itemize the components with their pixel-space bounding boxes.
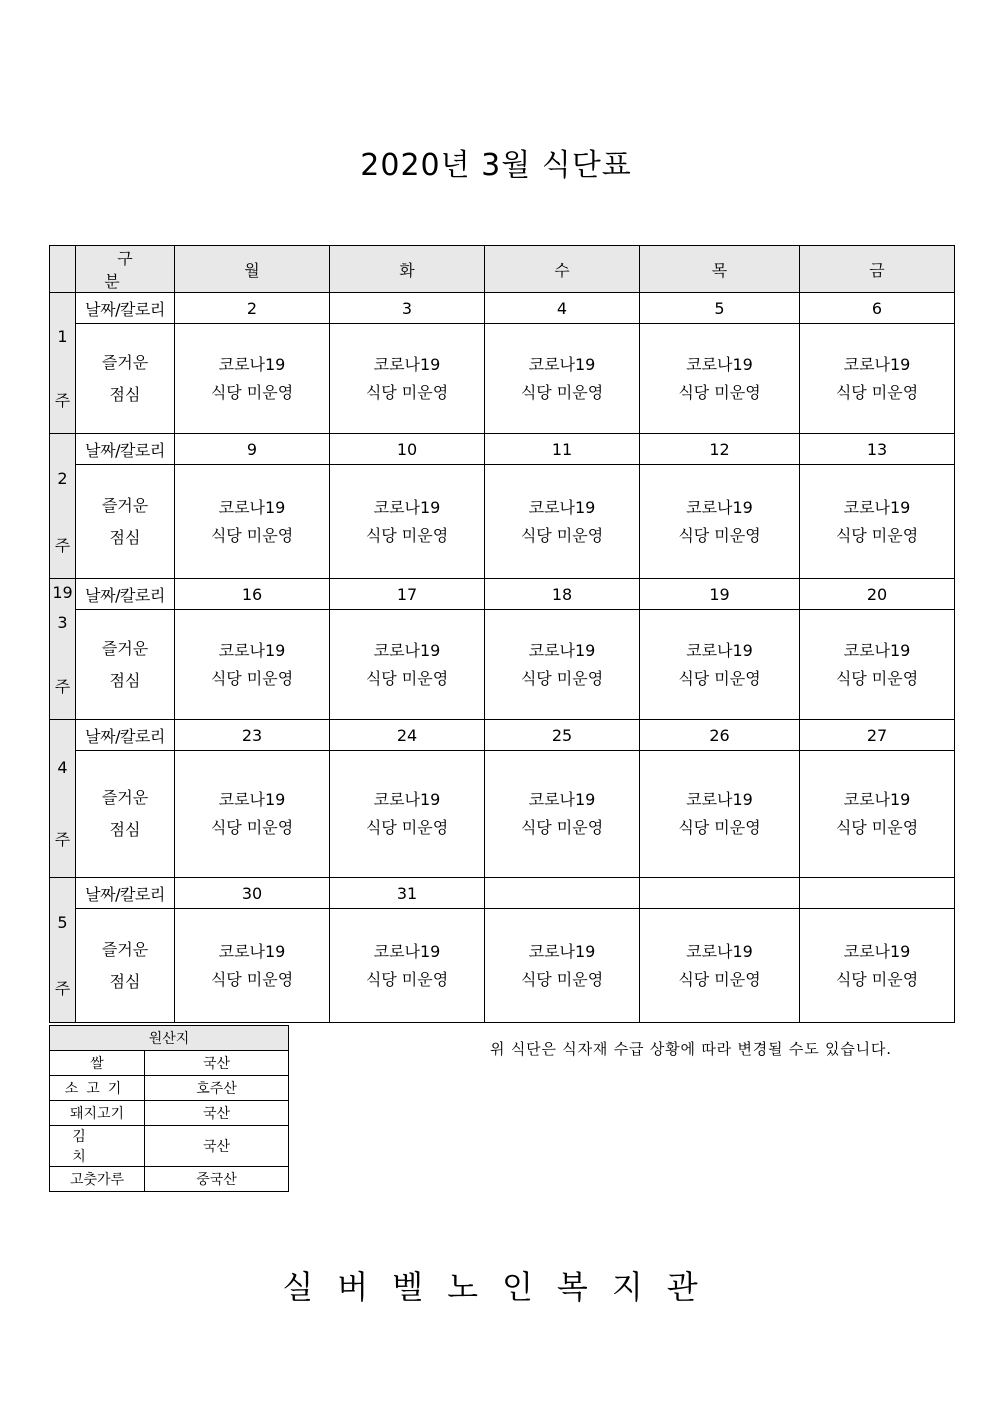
date-cell: 11 [485,434,640,465]
day-header-wed: 수 [485,246,640,293]
meal-line2: 식당 미운영 [520,668,604,688]
origin-row [50,1101,289,1126]
meal-line2: 식당 미운영 [210,382,294,402]
meal-cell [330,324,485,434]
lunch-row [50,751,955,878]
meal-line2: 식당 미운영 [520,818,604,837]
meal-line2: 식당 미운영 [210,525,294,545]
date-row [50,878,955,909]
meal-cell [640,465,800,579]
lunch-label-cell [76,465,175,579]
weeks-body [50,293,955,1023]
date-cell: 19 [640,579,800,610]
meal-line1: 코로나19 [686,497,753,517]
date-cell: 20 [800,579,955,610]
meal-line1: 코로나19 [843,354,911,374]
meal-line2: 식당 미운영 [365,382,449,402]
lunch-label-line1: 즐거운 [101,638,149,658]
meal-line2: 식당 미운영 [678,382,761,402]
meal-cell [175,909,330,1023]
meal-line1: 코로나19 [528,790,596,809]
meal-cell [800,465,955,579]
week-label-cell [50,720,76,878]
week-extra-mark: 19 [52,583,73,602]
meal-cell [330,610,485,720]
meal-line1: 코로나19 [528,354,596,374]
meal-line1: 코로나19 [686,354,753,374]
date-cell: 25 [485,720,640,751]
date-calorie-label: 날짜/칼로리 [76,878,175,909]
date-cell: 26 [640,720,800,751]
gubun-header [76,246,175,293]
notice-text: 위 식단은 식자재 수급 상황에 따라 변경될 수도 있습니다. [490,1040,892,1058]
meal-line2: 식당 미운영 [678,525,761,545]
meal-cell [175,751,330,878]
origin-country: 국산 [145,1126,289,1167]
week-ju-label: 주 [54,677,71,696]
lunch-label-line2: 점심 [109,971,141,991]
meal-line2: 식당 미운영 [520,382,604,402]
lunch-label-cell [76,324,175,434]
meal-line2: 식당 미운영 [835,969,919,989]
meal-line2: 식당 미운영 [835,382,919,402]
meal-cell [800,909,955,1023]
meal-line2: 식당 미운영 [365,818,449,837]
meal-line1: 코로나19 [528,497,596,517]
origin-country: 호주산 [145,1076,289,1101]
origin-row [50,1051,289,1076]
date-cell: 18 [485,579,640,610]
meal-line2: 식당 미운영 [678,969,761,989]
meal-line1: 코로나19 [218,497,286,517]
origin-country: 국산 [145,1101,289,1126]
meal-line2: 식당 미운영 [365,969,449,989]
week-label-cell [50,293,76,434]
meal-cell [485,751,640,878]
meal-line1: 코로나19 [686,941,753,961]
meal-line2: 식당 미운영 [835,668,919,688]
origin-row [50,1167,289,1192]
day-header-thu: 목 [640,246,800,293]
week-number: 5 [57,913,68,932]
meal-line1: 코로나19 [218,941,286,961]
meal-line2: 식당 미운영 [835,818,919,837]
lunch-label-cell [76,610,175,720]
lunch-label-line1: 즐거운 [101,495,149,515]
meal-line2: 식당 미운영 [520,969,604,989]
origin-item: 돼지고기 [50,1101,145,1126]
lunch-label-line1: 즐거운 [101,788,149,807]
lunch-label-line1: 즐거운 [101,352,149,372]
meal-cell [175,324,330,434]
meal-line1: 코로나19 [843,790,911,809]
lunch-row [50,610,955,720]
page-title: 2020년 3월 식단표 [360,148,632,183]
date-calorie-label: 날짜/칼로리 [76,720,175,751]
origin-item: 김치 [50,1126,145,1167]
date-row [50,293,955,324]
origin-item: 고춧가루 [50,1167,145,1192]
date-cell: 13 [800,434,955,465]
lunch-label-line2: 점심 [109,527,141,547]
meal-line1: 코로나19 [843,941,911,961]
day-header-tue: 화 [330,246,485,293]
date-cell: 23 [175,720,330,751]
lunch-row [50,324,955,434]
meal-cell [175,610,330,720]
date-cell: 16 [175,579,330,610]
meal-line1: 코로나19 [843,497,911,517]
meal-line1: 코로나19 [528,640,596,660]
week-number: 1 [57,327,68,346]
meal-line2: 식당 미운영 [210,969,294,989]
meal-line2: 식당 미운영 [210,818,294,837]
meal-line1: 코로나19 [686,640,753,660]
meal-cell [485,909,640,1023]
meal-line1: 코로나19 [218,790,286,809]
meal-cell [175,465,330,579]
week-ju-label: 주 [54,830,71,849]
meal-cell [800,610,955,720]
day-header-mon: 월 [175,246,330,293]
lunch-label-cell [76,909,175,1023]
week-ju-label: 주 [54,536,71,555]
week-ju-label: 주 [54,979,71,998]
meal-line2: 식당 미운영 [835,525,919,545]
meal-cell [330,909,485,1023]
date-calorie-label: 날짜/칼로리 [76,293,175,324]
meal-cell [640,909,800,1023]
date-calorie-label: 날짜/칼로리 [76,434,175,465]
meal-cell [800,324,955,434]
meal-cell [640,324,800,434]
corner-cell [50,246,76,293]
week-label-cell [50,878,76,1023]
lunch-label-line2: 점심 [109,820,141,839]
origin-country: 중국산 [145,1167,289,1192]
meal-line2: 식당 미운영 [365,525,449,545]
lunch-label-line2: 점심 [109,384,141,404]
date-row [50,720,955,751]
meal-line1: 코로나19 [373,497,441,517]
meal-cell [485,465,640,579]
origin-item: 쌀 [50,1051,145,1076]
meal-line1: 코로나19 [686,790,753,809]
date-cell: 31 [330,878,485,909]
meal-cell [330,751,485,878]
meal-cell [640,610,800,720]
header-row [50,246,955,293]
meal-line1: 코로나19 [373,941,441,961]
menu-table [49,245,955,1023]
meal-line2: 식당 미운영 [520,525,604,545]
date-cell: 30 [175,878,330,909]
origin-row [50,1126,289,1167]
date-cell: 4 [485,293,640,324]
meal-line2: 식당 미운영 [678,818,761,837]
lunch-row [50,465,955,579]
date-cell [485,878,640,909]
origin-country: 국산 [145,1051,289,1076]
meal-line2: 식당 미운영 [210,668,294,688]
lunch-label-line2: 점심 [109,670,141,690]
date-cell: 5 [640,293,800,324]
date-calorie-label: 날짜/칼로리 [76,579,175,610]
meal-line1: 코로나19 [528,941,596,961]
date-cell: 2 [175,293,330,324]
date-cell [800,878,955,909]
meal-cell [640,751,800,878]
date-row [50,579,955,610]
meal-line1: 코로나19 [373,640,441,660]
origin-item: 소고기 [50,1076,145,1101]
meal-cell [800,751,955,878]
meal-cell [330,465,485,579]
meal-line1: 코로나19 [373,790,441,809]
week-ju-label: 주 [54,391,71,410]
week-label-cell [50,434,76,579]
meal-cell [485,610,640,720]
lunch-label-cell [76,751,175,878]
meal-line2: 식당 미운영 [365,668,449,688]
date-cell: 9 [175,434,330,465]
date-cell: 12 [640,434,800,465]
meal-line1: 코로나19 [843,640,911,660]
meal-line1: 코로나19 [218,354,286,374]
lunch-row [50,909,955,1023]
date-cell: 24 [330,720,485,751]
date-row [50,434,955,465]
origin-header-row [50,1026,289,1051]
day-header-fri: 금 [800,246,955,293]
lunch-label-line1: 즐거운 [101,939,149,959]
week-label-cell [50,579,76,720]
date-cell: 10 [330,434,485,465]
origin-title: 원산지 [50,1026,289,1051]
meal-line2: 식당 미운영 [678,668,761,688]
date-cell: 6 [800,293,955,324]
footer-organization: 실버벨노인복지관 [282,1268,722,1306]
meal-line1: 코로나19 [373,354,441,374]
origin-row [50,1076,289,1101]
meal-cell [485,324,640,434]
date-cell: 3 [330,293,485,324]
meal-line1: 코로나19 [218,640,286,660]
origin-table [49,1025,289,1192]
gubun-label: 구분 [104,249,159,291]
date-cell [640,878,800,909]
week-number: 2 [57,469,68,488]
date-cell: 27 [800,720,955,751]
week-number: 4 [57,758,68,777]
week-number: 3 [57,613,68,632]
date-cell: 17 [330,579,485,610]
